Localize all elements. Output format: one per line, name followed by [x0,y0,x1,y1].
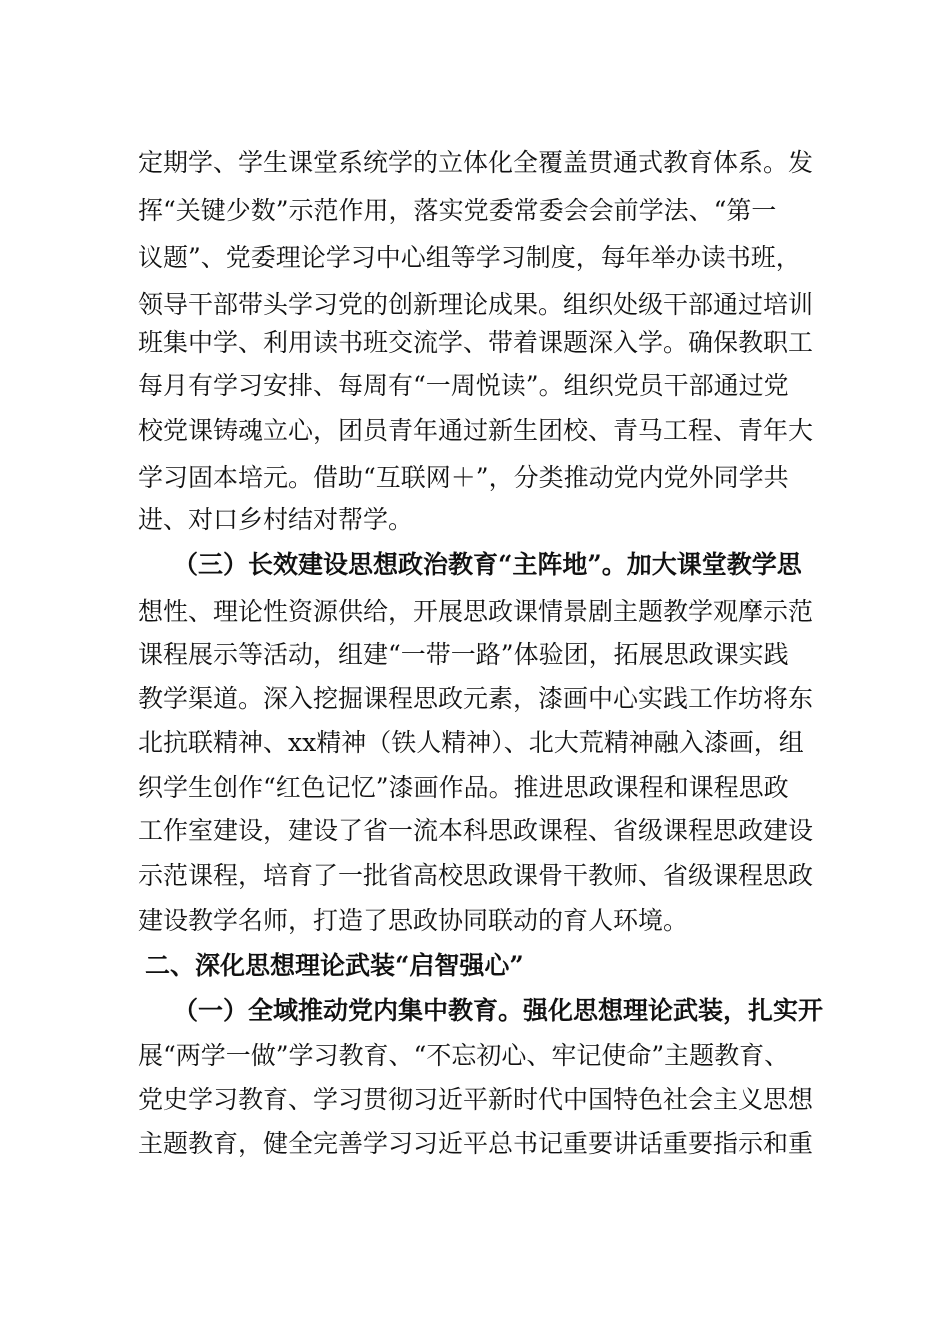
chapter-heading-2: 二、深化思想理论武装“启智强心” [145,951,524,980]
paragraph-line: 党史学习教育、学习贯彻习近平新时代中国特色社会主义思想 [138,1085,814,1114]
paragraph-line: 工作室建设，建设了省一流本科思政课程、省级课程思政建设 [138,816,814,845]
section-heading-1: （一）全域推动党内集中教育。强化思想理论武装，扎实开 [173,996,824,1025]
paragraph-line: 想性、理论性资源供给，开展思政课情景剧主题教学观摩示范 [138,597,814,626]
paragraph-line: 定期学、学生课堂系统学的立体化全覆盖贯通式教育体系。发 [138,148,814,177]
paragraph-line: 议题”、党委理论学习中心组等学习制度，每年举办读书班， [138,243,801,272]
paragraph-line: 每月有学习安排、每周有“一周悦读”。组织党员干部通过党 [138,371,789,400]
paragraph-line: 建设教学名师，打造了思政协同联动的育人环境。 [138,906,689,935]
paragraph-line: 北抗联精神、xx精神（铁人精神）、北大荒精神融入漆画，组 [138,728,804,757]
paragraph-line: 教学渠道。深入挖掘课程思政元素，漆画中心实践工作坊将东 [138,684,814,713]
paragraph-line: 校党课铸魂立心，团员青年通过新生团校、青马工程、青年大 [138,416,814,445]
paragraph-line: 学习固本培元。借助“互联网＋”，分类推动党内党外同学共 [138,463,789,492]
paragraph-line: 挥“关键少数”示范作用，落实党委常委会会前学法、“第一 [138,196,777,225]
paragraph-line: 班集中学、利用读书班交流学、带着课题深入学。确保教职工 [138,328,814,357]
paragraph-line: 展“两学一做”学习教育、“不忘初心、牢记使命”主题教育、 [138,1041,790,1070]
paragraph-line: 织学生创作“红色记忆”漆画作品。推进思政课程和课程思政 [138,773,789,802]
paragraph-line: 主题教育，健全完善学习习近平总书记重要讲话重要指示和重 [138,1129,814,1158]
paragraph-line: 课程展示等活动，组建“一带一路”体验团，拓展思政课实践 [138,640,789,669]
paragraph-line: 领导干部带头学习党的创新理论成果。组织处级干部通过培训 [138,290,814,319]
section-heading-3: （三）长效建设思想政治教育“主阵地”。加大课堂教学思 [173,550,802,579]
paragraph-line: 示范课程，培育了一批省高校思政课骨干教师、省级课程思政 [138,861,814,890]
paragraph-line: 进、对口乡村结对帮学。 [138,505,414,534]
